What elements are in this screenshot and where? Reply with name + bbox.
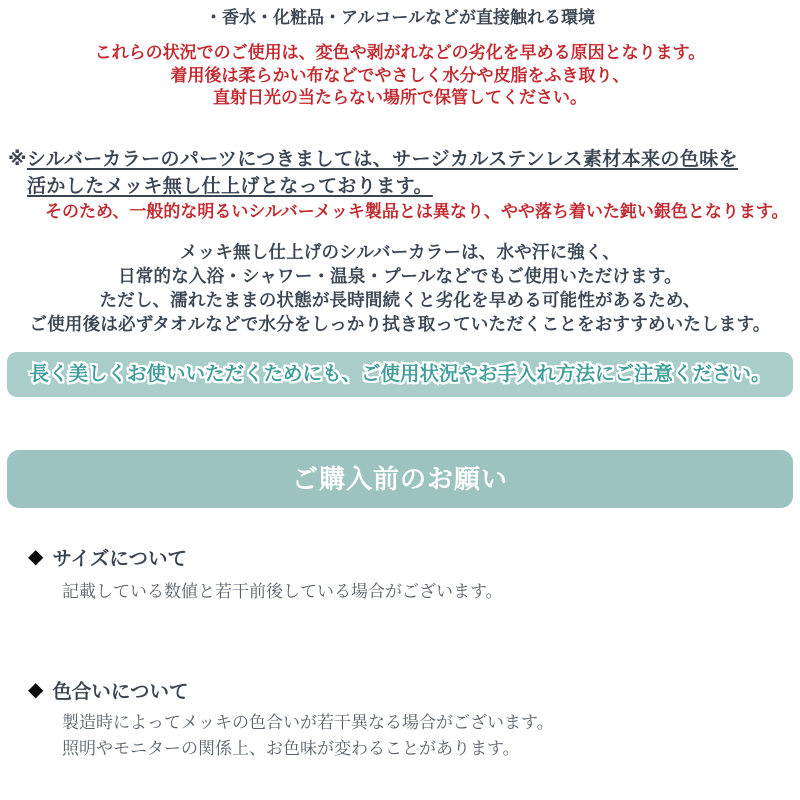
silver-note-underlined-text-1: シルバーカラーのパーツにつきましては、サージカルステンレス素材本来の色味を [26, 149, 739, 170]
size-section-title: サイズについて [52, 548, 187, 570]
color-section-heading [28, 676, 189, 704]
size-section-heading [28, 543, 187, 571]
usage-line: ご使用後は必ずタオルなどで水分をしっかり拭き取っていただくことをおすすめいたします。 [29, 314, 771, 334]
silver-note-red-caption: そのため、一般的な明るいシルバーメッキ製品とは異なり、やや落ち着いた鈍い銀色となります。 [45, 202, 789, 221]
color-section-body-line: 照明やモニターの関係上、お色味が変わることがあります。 [62, 739, 520, 758]
color-section-title: 色合いについて [52, 681, 189, 703]
color-section-body [62, 710, 554, 762]
warning-line: 直射日光の当たらない場所で保管してください。 [213, 88, 587, 107]
warning-line: 着用後は柔らかい布などでやさしく水分や皮脂をふき取り、 [170, 65, 630, 85]
deterioration-warning-block [0, 42, 800, 110]
usage-line: ただし、濡れたままの状態が長時間続くと劣化を早める可能性があるため、 [99, 290, 701, 310]
silver-note-line-1 [8, 147, 738, 173]
usage-line: メッキ無し仕上げのシルバーカラーは、水や汗に強く、 [179, 242, 621, 262]
note-marker: ※ [8, 149, 27, 170]
size-section-body-line: 記載している数値と若干前後している場合がございます。 [62, 582, 503, 601]
color-section-body-line: 製造時によってメッキの色合いが若干異なる場合がございます。 [62, 713, 554, 732]
usage-line: 日常的な入浴・シャワー・温泉・プールなどでもご使用いただけます。 [118, 266, 682, 286]
diamond-icon: ◆ [28, 546, 44, 568]
care-notice-banner [7, 352, 793, 397]
pre-purchase-header [7, 450, 793, 508]
diamond-icon: ◆ [28, 679, 44, 701]
silver-note-line-2 [27, 174, 433, 200]
silver-usage-block [0, 240, 800, 336]
warning-line: これらの状況でのご使用は、変色や剥がれなどの劣化を早める原因となります。 [94, 43, 706, 62]
environment-condition-item: ・香水・化粧品・アルコールなどが直接触れる環境 [205, 8, 595, 27]
care-notice-banner-text: 長く美しくお使いいただくためにも、ご使用状況やお手入れ方法にご注意ください。 [29, 363, 771, 385]
silver-note-underlined-text-2: 活かしたメッキ無し仕上げとなっております。 [27, 176, 433, 197]
size-section-body [62, 579, 503, 605]
pre-purchase-header-title: ご購入前のお願い [291, 464, 508, 494]
